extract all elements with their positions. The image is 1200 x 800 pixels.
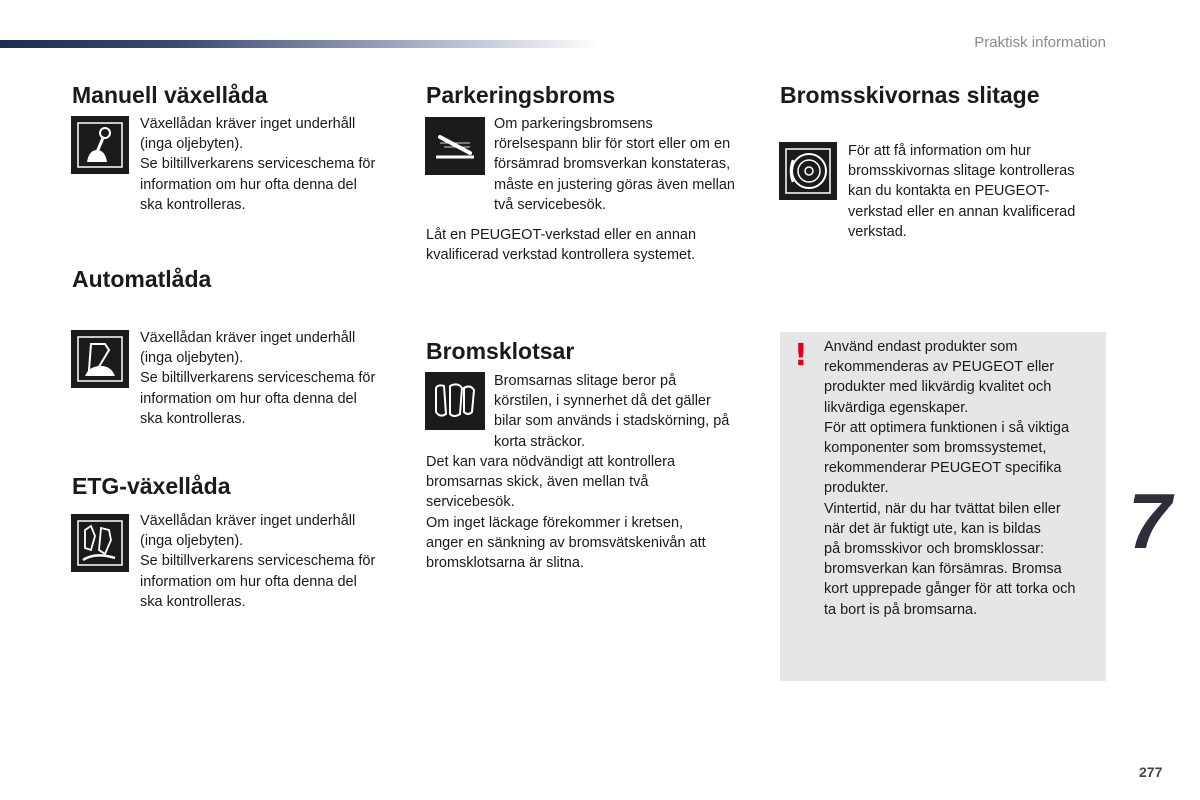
auto-text: Växellådan kräver inget underhåll (inga oljebyten). Se biltillverkarens serviceschema för information om hur ofta denna del ska kontrolleras. xyxy=(140,330,376,427)
brake-disc-icon xyxy=(779,142,837,200)
pads-extra-text: Det kan vara nödvändigt att kontrollera bromsarnas skick, även mellan två servicebesök. Om inget läckage förekommer i kretsen, anger en sänkning av bromsvätskenivån att bromsklotsarna är slitna. xyxy=(426,454,706,572)
section-title-pads: Bromsklotsar xyxy=(426,338,575,364)
parking-text: Om parkeringsbromsens rörelsespann blir för stort eller om en försämrad bromsverkan konstateras, måste en justering göras även mellan två servicebesök. xyxy=(494,116,735,213)
manual-gearshift-icon xyxy=(71,116,129,174)
section-title-discs: Bromsskivornas slitage xyxy=(780,82,1040,108)
warning-exclamation-icon: ! xyxy=(794,338,808,373)
section-title-manual: Manuell växellåda xyxy=(72,82,268,108)
brake-pads-icon xyxy=(425,372,485,430)
manual-text: Växellådan kräver inget underhåll (inga oljebyten). Se biltillverkarens serviceschema för information om hur ofta denna del ska kontrolleras. xyxy=(140,116,376,213)
running-head: Praktisk information xyxy=(974,34,1106,51)
discs-text: För att få information om hur bromsskivornas slitage kontrolleras kan du kontakta en PEUGEOT- verkstad eller en annan kvalificerad verkstad. xyxy=(848,143,1076,240)
parking-extra-text: Låt en PEUGEOT-verkstad eller en annan kvalificerad verkstad kontrollera systemet. xyxy=(426,227,697,264)
pads-text: Bromsarnas slitage beror på körstilen, i synnerhet då det gäller bilar som används i stadskörning, på korta sträckor. xyxy=(494,373,730,450)
parking-brake-icon xyxy=(425,117,485,175)
section-title-auto: Automatlåda xyxy=(72,266,212,292)
header-color-bar xyxy=(0,40,600,48)
chapter-number: 7 xyxy=(1128,477,1172,565)
etg-text: Växellådan kräver inget underhåll (inga oljebyten). Se biltillverkarens serviceschema för information om hur ofta denna del ska kontrolleras. xyxy=(140,513,376,610)
page-number: 277 xyxy=(1139,764,1163,780)
warning-text: Använd endast produkter som rekommenderas av PEUGEOT eller produkter med likvärdig kvalitet och likvärdiga egenskaper. För att optimera funktionen i så viktiga komponenter som bromssystemet, rekommenderar PEUGEOT specifika produkter. Vintertid, när du har tvättat bilen eller när det är fuktigt ute, kan is bildas på bromsskivor och bromsklossar: bromsverkan kan försämras. Bromsa kort upprepade gånger för att torka och ta bort is på bromsarna. xyxy=(824,339,1076,618)
etg-gearbox-icon xyxy=(71,514,129,572)
section-title-etg: ETG-växellåda xyxy=(72,473,231,499)
section-title-parking: Parkeringsbroms xyxy=(426,82,616,108)
automatic-gearshift-icon xyxy=(71,330,129,388)
